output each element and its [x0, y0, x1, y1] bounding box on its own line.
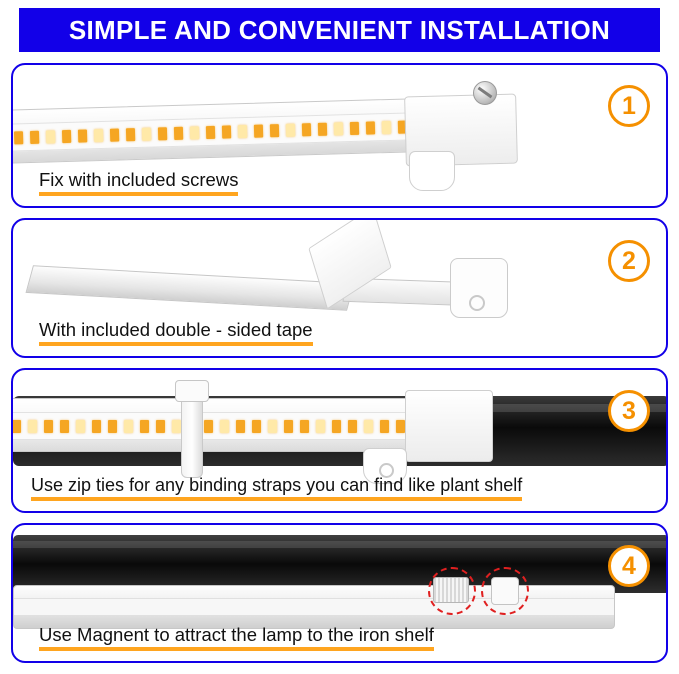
- highlight-circle-icon: [428, 567, 476, 615]
- mounting-bracket-icon: [409, 151, 455, 191]
- step-card-4: [11, 523, 668, 663]
- led-row: [11, 413, 460, 439]
- step-number-badge: 3: [608, 390, 650, 432]
- double-sided-tape-icon: [25, 265, 354, 311]
- clip-hole-icon: [469, 295, 485, 311]
- header-banner: [19, 8, 660, 52]
- step-number-badge: 1: [608, 85, 650, 127]
- zip-tie-head-icon: [175, 380, 209, 402]
- step-card-2: [11, 218, 668, 358]
- screw-icon: [473, 81, 497, 105]
- led-strip-icon: [11, 398, 461, 452]
- step-caption: Use zip ties for any binding straps you can find like plant shelf: [31, 475, 522, 501]
- highlight-circle-icon: [481, 567, 529, 615]
- step-card-3: [11, 368, 668, 513]
- led-end-cap: [405, 390, 493, 462]
- step-caption: With included double - sided tape: [39, 319, 313, 346]
- step-number-badge: 2: [608, 240, 650, 282]
- step-caption: Use Magnent to attract the lamp to the iron shelf: [39, 624, 434, 651]
- led-strip-channel: [11, 412, 460, 440]
- mounting-clip-icon: [450, 258, 508, 318]
- step-number-badge: 4: [608, 545, 650, 587]
- step-caption: Fix with included screws: [39, 169, 238, 196]
- page-title: SIMPLE AND CONVENIENT INSTALLATION: [68, 14, 611, 45]
- step-card-1: [11, 63, 668, 208]
